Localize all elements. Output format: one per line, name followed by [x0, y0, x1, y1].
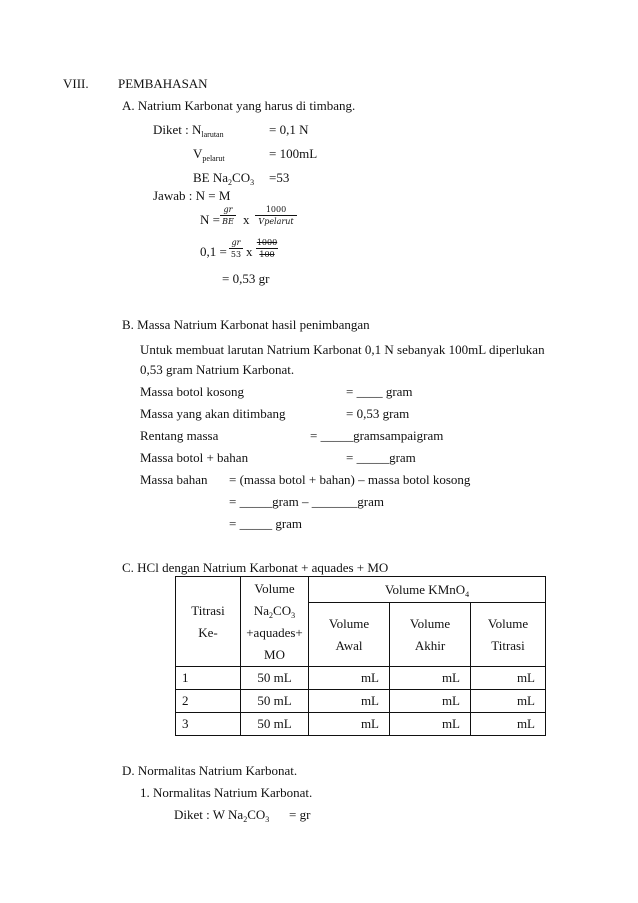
header-akhir-line2: Akhir	[414, 637, 446, 653]
massa-bahan-label: Massa bahan	[140, 472, 208, 487]
header-kmno4-sub: 4	[465, 589, 470, 599]
cell-akhir: mL	[390, 690, 471, 713]
result-line: = 0,53 gr	[222, 271, 270, 286]
header-volume-line2	[241, 600, 308, 622]
diket-be	[193, 170, 254, 185]
section-a-heading: A. Natrium Karbonat yang harus di timbang.	[122, 98, 356, 113]
massa-botol-bahan-label: Massa botol + bahan	[140, 450, 249, 465]
header-volume-line3: +aquades+	[246, 624, 303, 640]
table-row	[176, 667, 546, 690]
massa-bahan-line1: = (massa botol + bahan) – massa botol kosong	[229, 472, 471, 487]
titration-table	[175, 576, 546, 736]
header-titrasi-line2: Ke-	[198, 624, 218, 640]
rentang-massa-label: Rentang massa	[140, 428, 219, 443]
diket-v-value: = 100mL	[269, 146, 318, 161]
header-akhir-line1: Volume	[409, 615, 451, 631]
cell-awal: mL	[309, 713, 390, 736]
diket-n-label: Diket : N	[153, 122, 202, 137]
section-b-paragraph-line1: Untuk membuat larutan Natrium Karbonat 0,1 N sebanyak 100mL diperlukan	[140, 342, 545, 357]
massa-botol-kosong-label: Massa botol kosong	[140, 384, 244, 399]
fraction-1000-num: 1000	[265, 205, 287, 214]
header-volume-titrasi	[471, 603, 546, 667]
section-d-heading: D. Normalitas Natrium Karbonat.	[122, 763, 298, 778]
cell-no: 3	[176, 713, 241, 736]
header-volume-awal	[309, 603, 390, 667]
formula-n-eq: N =	[200, 212, 220, 227]
formula-row2-lhs: 0,1 =	[200, 244, 227, 259]
fraction-1000-num: 1000	[256, 238, 278, 247]
cell-akhir: mL	[390, 667, 471, 690]
fraction-vpelarut-den: Vpelarut	[258, 217, 294, 226]
header-volume-akhir	[390, 603, 471, 667]
section-c-heading: C. HCl dengan Natrium Karbonat + aquades + MO	[122, 560, 389, 575]
rentang-massa-value: = _____gramsampaigram	[310, 428, 444, 443]
fraction-gr-53	[229, 237, 243, 260]
section-d-diket-mid: CO	[247, 807, 266, 822]
section-b-paragraph-line2: 0,53 gram Natrium Karbonat.	[140, 362, 295, 377]
header-volume-co: CO	[273, 602, 292, 618]
diket-be-sub2: 3	[250, 178, 255, 187]
table-row	[176, 713, 546, 736]
massa-bahan-line3: = _____ gram	[229, 516, 303, 531]
fraction-gr-be	[220, 204, 236, 227]
diket-n-sub: larutan	[201, 130, 224, 139]
header-volume-sub2: 3	[291, 610, 296, 620]
header-awal-line2: Awal	[335, 637, 363, 653]
header-titrasi-vol-line1: Volume	[487, 615, 529, 631]
diket-be-value: =53	[269, 170, 290, 185]
diket-v-sub: pelarut	[202, 154, 225, 163]
section-d-diket-sub2: 3	[265, 815, 270, 824]
header-volume-line1: Volume	[254, 580, 295, 596]
section-d-diket-value: = gr	[289, 807, 311, 822]
cell-titrasi: mL	[471, 690, 546, 713]
fraction-1000-vpelarut	[255, 204, 297, 227]
cell-awal: mL	[309, 690, 390, 713]
section-number: VIII.	[63, 76, 89, 91]
cell-volume: 50 mL	[241, 690, 309, 713]
diket-v-label: V	[193, 146, 203, 161]
header-titrasi-vol-line2: Titrasi	[491, 637, 525, 653]
massa-botol-bahan-value: = _____gram	[346, 450, 416, 465]
table-row	[176, 690, 546, 713]
diket-v	[193, 146, 225, 161]
diket-n	[153, 122, 224, 137]
fraction-gr-be-den: BE	[222, 217, 234, 226]
header-titrasi	[176, 577, 241, 667]
fraction-gr-53-num: gr	[231, 238, 241, 247]
massa-botol-kosong-value: = ____ gram	[346, 384, 413, 399]
section-title: PEMBAHASAN	[118, 76, 208, 91]
section-d-diket-label: Diket : W Na	[174, 807, 244, 822]
header-kmno4-text: Volume KMnO	[384, 581, 466, 597]
diket-n-value: = 0,1 N	[269, 122, 309, 137]
diket-be-label: BE Na	[193, 170, 229, 185]
header-titrasi-line1: Titrasi	[191, 602, 225, 618]
cell-titrasi: mL	[471, 713, 546, 736]
cell-volume: 50 mL	[241, 713, 309, 736]
jawab-line: Jawab : N = M	[153, 188, 231, 203]
cell-awal: mL	[309, 667, 390, 690]
cell-volume: 50 mL	[241, 667, 309, 690]
section-d-diket	[174, 807, 269, 822]
header-volume-sub1: 2	[269, 610, 274, 620]
multiply-sign: x	[243, 212, 250, 227]
header-volume-kmno4	[309, 577, 546, 603]
section-d-diket-sub1: 2	[243, 815, 248, 824]
multiply-sign: x	[246, 244, 253, 259]
section-b-heading: B. Massa Natrium Karbonat hasil penimbangan	[122, 317, 370, 332]
header-volume-na: Na	[253, 602, 270, 618]
header-volume-line4: MO	[264, 646, 285, 662]
diket-be-mid: CO	[232, 170, 251, 185]
section-d-sub1: 1. Normalitas Natrium Karbonat.	[140, 785, 313, 800]
diket-be-sub1: 2	[228, 178, 233, 187]
header-volume-na2co3	[241, 577, 309, 667]
cell-no: 2	[176, 690, 241, 713]
cell-no: 1	[176, 667, 241, 690]
massa-ditimbang-label: Massa yang akan ditimbang	[140, 406, 286, 421]
massa-bahan-line2: = _____gram – _______gram	[229, 494, 385, 509]
cell-titrasi: mL	[471, 667, 546, 690]
fraction-gr-53-den: 53	[230, 250, 242, 259]
header-awal-line1: Volume	[328, 615, 370, 631]
fraction-gr-be-num: gr	[223, 205, 233, 214]
massa-ditimbang-value: = 0,53 gram	[346, 406, 410, 421]
fraction-1000-100	[256, 237, 278, 260]
fraction-100-den: 100	[259, 250, 275, 259]
cell-akhir: mL	[390, 713, 471, 736]
